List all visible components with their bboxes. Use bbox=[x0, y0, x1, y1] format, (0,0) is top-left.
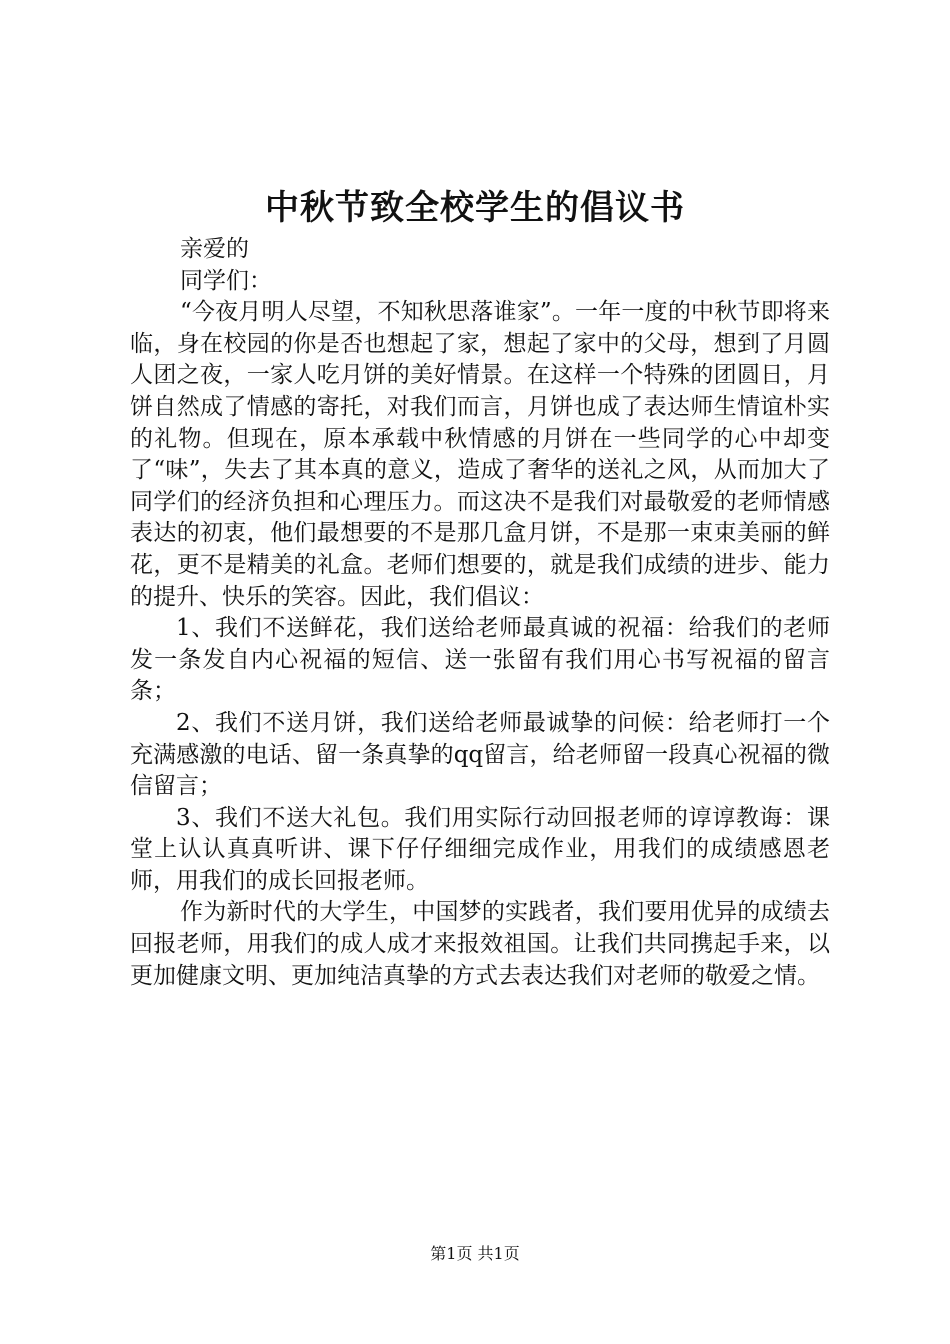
paragraph-intro: “今夜月明人尽望，不知秋思落谁家”。一年一度的中秋节即将来临，身在校园的你是否也想起了家，想起了家中的父母，想到了月圆人团之夜，一家人吃月饼的美好情景。在这样一个特殊的团圆日，月饼自然成了情感的寄托，对我们而言，月饼也成了表达师生情谊朴实的礼物。但现在，原本承载中秋情感的月饼在一些同学的心中却变了“味”，失去了其本真的意义，造成了奢华的送礼之风，从而加大了同学们的经济负担和心理压力。而这决不是我们对最敬爱的老师情感表达的初衷，他们最想要的不是那几盒月饼，不是那一束束美丽的鲜花，更不是精美的礼盒。老师们想要的，就是我们成绩的进步、能力的提升、快乐的笑容。因此，我们倡议： bbox=[130, 299, 830, 610]
document-title: 中秋节致全校学生的倡议书 bbox=[265, 188, 685, 228]
proposal-item-2: 2、我们不送月饼，我们送给老师最诚挚的问候：给老师打一个充满感激的电话、留一条真挚的qq留言，给老师留一段真心祝福的微信留言； bbox=[130, 709, 830, 800]
proposal-item-1: 1、我们不送鲜花，我们送给老师最真诚的祝福：给我们的老师发一条发自内心祝福的短信、送一张留有我们用心书写祝福的留言条； bbox=[130, 615, 830, 705]
salutation-line-1: 亲爱的 bbox=[180, 236, 249, 262]
proposal-item-3: 3、我们不送大礼包。我们用实际行动回报老师的谆谆教诲：课堂上认认真真听讲、课下仔仔细细完成作业，用我们的成绩感恩老师，用我们的成长回报老师。 bbox=[130, 804, 830, 894]
document-body bbox=[130, 234, 830, 992]
salutation-line-2: 同学们： bbox=[180, 267, 272, 294]
page-number-footer: 第1页 共1页 bbox=[430, 1244, 520, 1263]
paragraph-closing: 作为新时代的大学生，中国梦的实践者，我们要用优异的成绩去回报老师，用我们的成人成才来报效祖国。让我们共同携起手来，以更加健康文明、更加纯洁真挚的方式去表达我们对老师的敬爱之情。 bbox=[130, 899, 830, 989]
